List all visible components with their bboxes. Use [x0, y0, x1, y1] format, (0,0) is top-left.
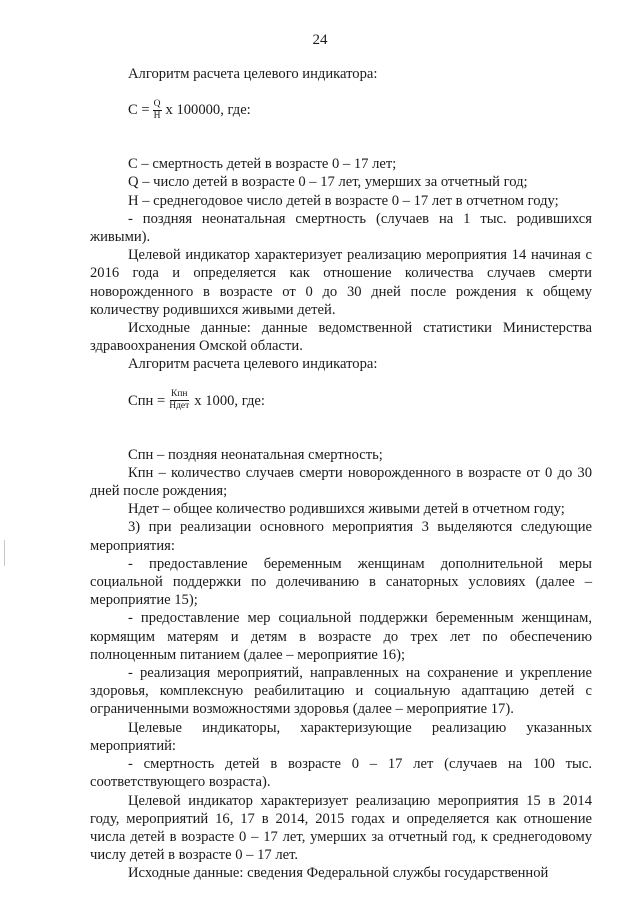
measure-15-item: - предоставление беременным женщинам дополнительной меры социальной поддержки по долечиванию в санаторных условиях (далее – мероприятие 15); — [90, 555, 592, 609]
source-data-2-paragraph: Исходные данные: сведения Федеральной службы государственной — [128, 865, 549, 882]
algorithm-label-1: Алгоритм расчета целевого индикатора: — [128, 66, 378, 82]
definition-c: С – смертность детей в возрасте 0 – 17 лет; — [128, 156, 397, 173]
formula-late-neonatal — [90, 384, 592, 418]
target-indicator-14-paragraph: Целевой индикатор характеризует реализацию мероприятия 14 начиная с 2016 года и определяется как отношение количества случаев смерти новорожденного в возрасте от 0 до 30 дней после рождения к общему количеству родившихся живыми детей. — [90, 247, 592, 318]
formula-1-denominator: Н — [153, 110, 161, 121]
definition-spn: Спн – поздняя неонатальная смертность; — [128, 446, 383, 463]
formula-child-mortality — [90, 93, 592, 127]
definition-q: Q – число детей в возрасте 0 – 17 лет, умерших за отчетный год; — [128, 174, 528, 191]
definition-kpn: Кпн – количество случаев смерти новорожденного в возрасте от 0 до 30 дней после рождения; — [90, 464, 592, 500]
formula-2-lhs: Спн = — [128, 392, 166, 409]
spacer — [90, 418, 592, 446]
formula-1-lhs: С = — [128, 102, 150, 119]
formula-2-denominator: Ндет — [169, 401, 190, 412]
page-body — [90, 65, 592, 883]
formula-1-numerator: Q — [153, 98, 161, 109]
scan-margin-mark — [4, 540, 5, 566]
spacer — [90, 127, 592, 155]
algorithm-label-2: Алгоритм расчета целевого индикатора: — [128, 356, 378, 373]
formula-1-fraction — [153, 99, 162, 122]
source-data-1-paragraph: Исходные данные: данные ведомственной статистики Министерства здравоохранения Омской области. — [90, 320, 592, 355]
formula-2-rhs: х 1000, где: — [194, 392, 265, 409]
measure-3-intro: 3) при реализации основного мероприятия 3 выделяются следующие мероприятия: — [90, 519, 592, 554]
formula-1-rhs: х 100000, где: — [165, 102, 251, 119]
target-indicator-15-17-paragraph: Целевой индикатор характеризует реализацию мероприятия 15 в 2014 году, мероприятий 16, 17 в 2014, 2015 годах и определяется как отношение числа детей в возрасте 0 – 17 лет, умерших за отчетный год, к среднегодовому числу детей в возрасте 0 – 17 лет. — [90, 792, 592, 864]
child-mortality-indicator: - смертность детей в возрасте 0 – 17 лет (случаев на 100 тыс. соответствующего возраста). — [90, 756, 592, 791]
measure-17-item: - реализация мероприятий, направленных на сохранение и укрепление здоровья, комплексную реабилитацию и социальную адаптацию детей с ограниченными возможностями здоровья (далее – мероприятие 17). — [90, 665, 592, 718]
definition-n: Н – среднегодовое число детей в возрасте 0 – 17 лет в отчетном году; — [128, 192, 559, 209]
page-number: 24 — [312, 32, 328, 48]
formula-2-numerator: Кпн — [171, 389, 188, 400]
indicators-intro: Целевые индикаторы, характеризующие реализацию указанных мероприятий: — [90, 719, 592, 754]
definition-ndet: Ндет – общее количество родившихся живыми детей в отчетном году; — [128, 501, 565, 518]
formula-2-fraction — [168, 389, 190, 412]
spacer — [90, 83, 592, 93]
measure-16-item: - предоставление мер социальной поддержки беременным женщинам, кормящим матерям и детям в возрасте до трех лет по обеспечению полноценным питанием (далее – мероприятие 16); — [90, 610, 592, 663]
spacer — [90, 374, 592, 384]
late-neonatal-indicator: - поздняя неонатальная смертность (случаев на 1 тыс. родившихся живыми). — [90, 210, 592, 246]
